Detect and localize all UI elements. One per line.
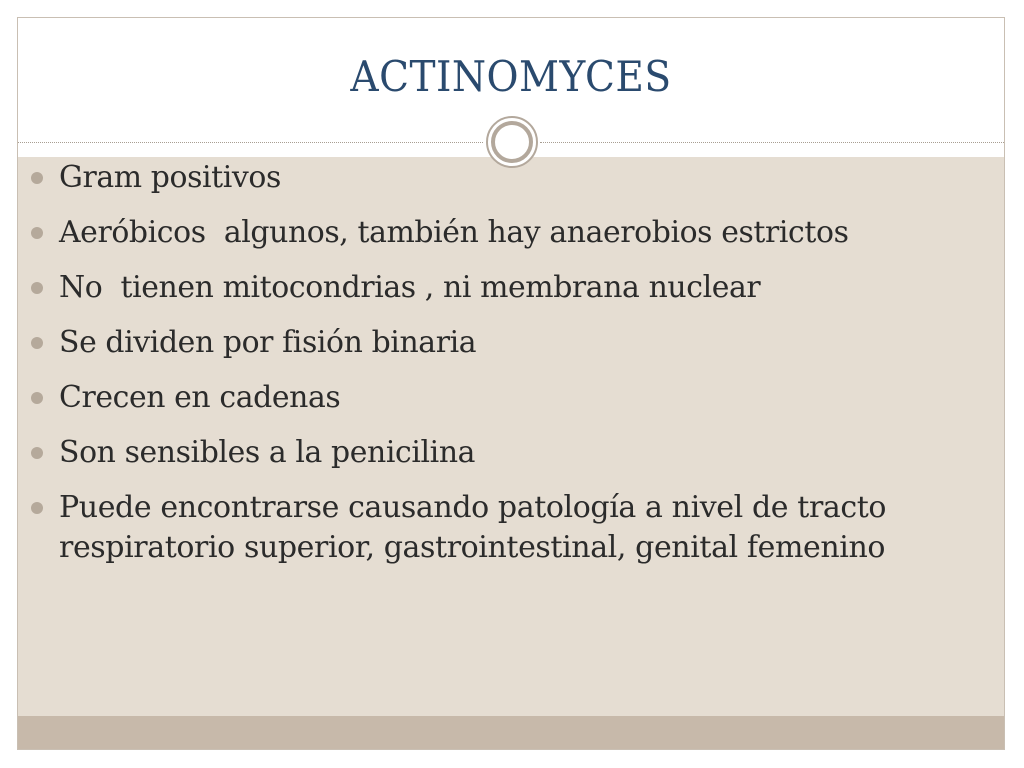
circle-bullet-icon bbox=[31, 227, 43, 239]
list-item bbox=[28, 158, 968, 198]
divider-line-right bbox=[540, 142, 1004, 143]
list-item bbox=[28, 433, 968, 473]
circle-bullet-icon bbox=[31, 502, 43, 514]
list-item bbox=[28, 323, 968, 363]
bullet-text: Aeróbicos algunos, también hay anaerobios estrictos bbox=[59, 215, 849, 250]
list-item bbox=[28, 488, 968, 568]
circle-bullet-icon bbox=[31, 392, 43, 404]
bullet-text: Gram positivos bbox=[59, 160, 281, 195]
bullet-text: Son sensibles a la penicilina bbox=[59, 435, 476, 470]
list-item bbox=[28, 378, 968, 418]
circle-bullet-icon bbox=[31, 172, 43, 184]
circle-bullet-icon bbox=[31, 337, 43, 349]
list-item bbox=[28, 213, 968, 253]
divider-line-left bbox=[18, 142, 483, 143]
bullet-list bbox=[28, 158, 968, 583]
bullet-text: Puede encontrarse causando patología a nivel de tracto respiratorio superior, gastrointestinal, genital femenino bbox=[59, 490, 896, 565]
circle-bullet-icon bbox=[31, 282, 43, 294]
list-item bbox=[28, 268, 968, 308]
bullet-text: No tienen mitocondrias , ni membrana nuclear bbox=[59, 270, 761, 305]
circle-bullet-icon bbox=[31, 447, 43, 459]
bullet-text: Se dividen por fisión binaria bbox=[59, 325, 477, 360]
footer-band bbox=[18, 716, 1004, 749]
bullet-text: Crecen en cadenas bbox=[59, 380, 341, 415]
slide-title: ACTINOMYCES bbox=[350, 52, 672, 101]
